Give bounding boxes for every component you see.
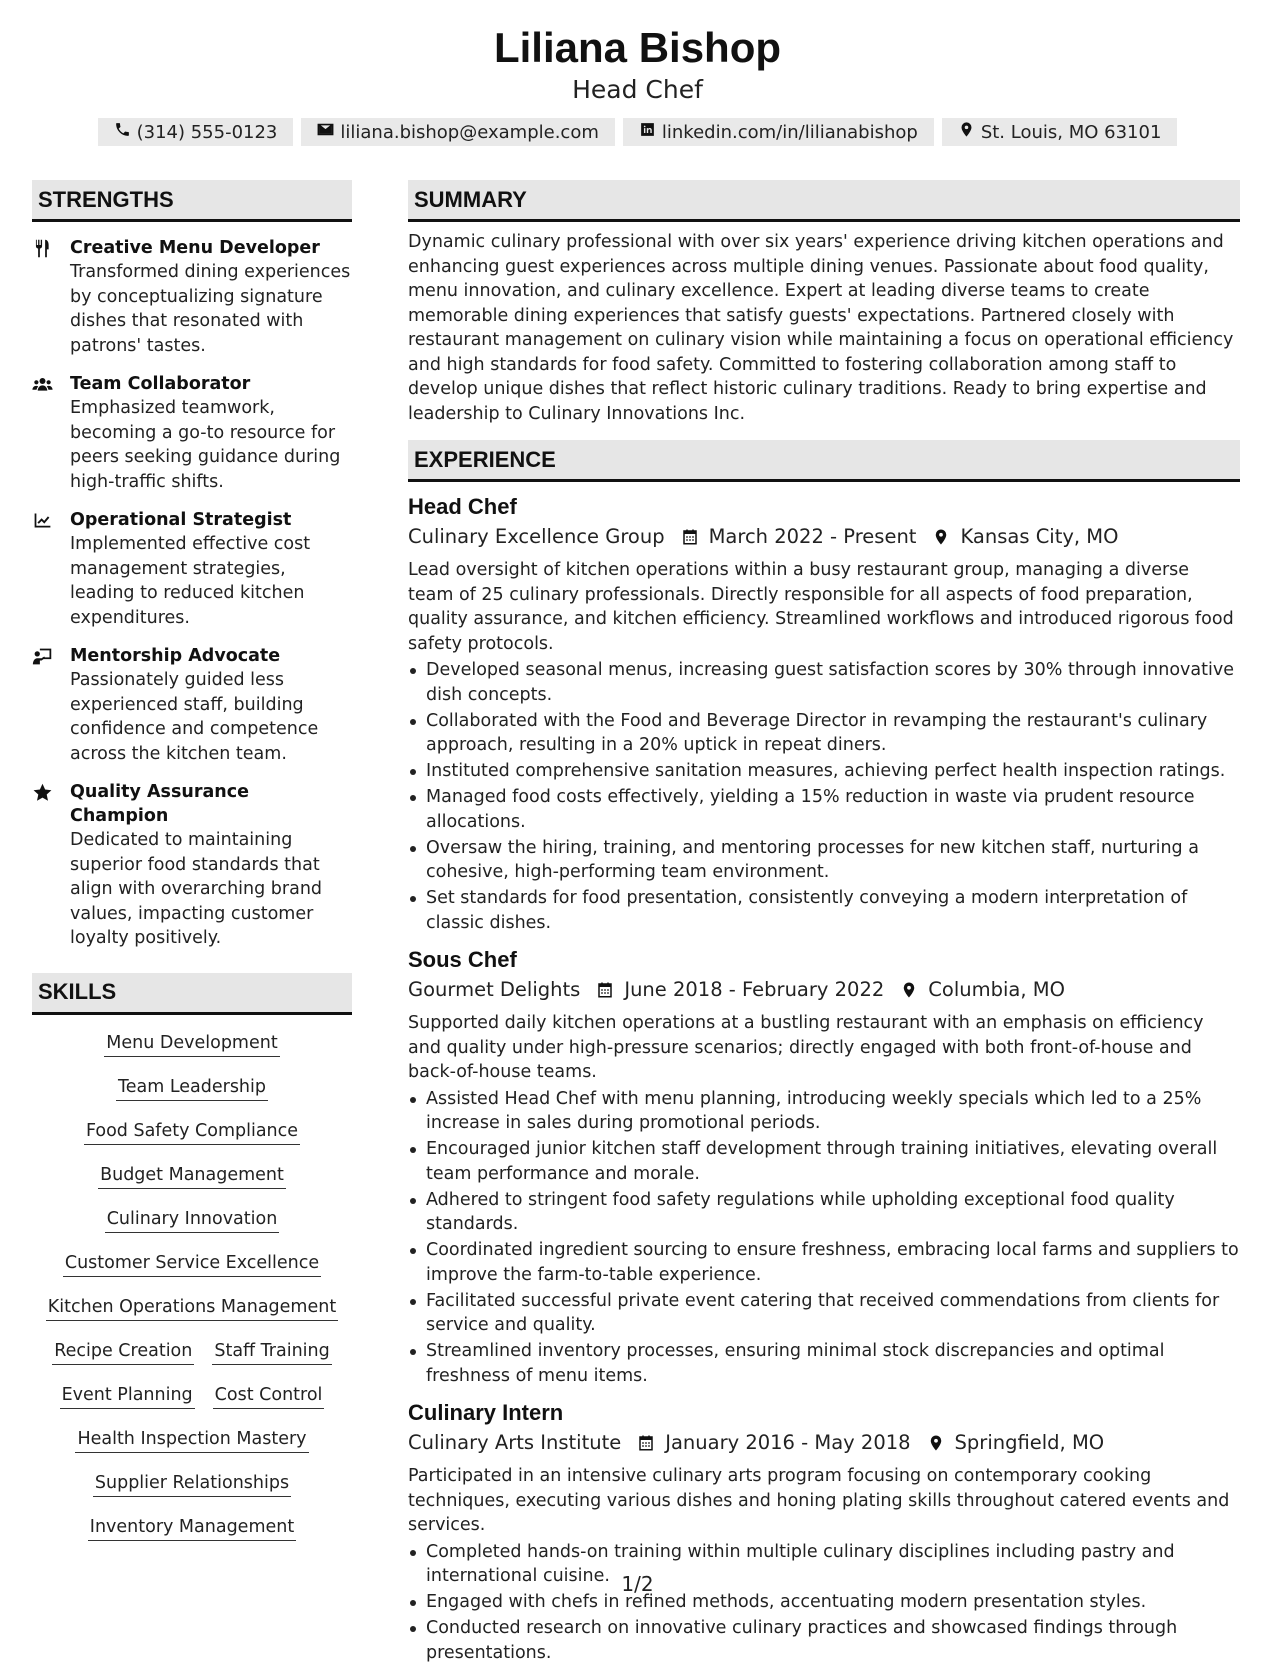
calendar-icon: [637, 1434, 655, 1452]
contact-email[interactable]: [301, 118, 615, 146]
strength-desc: Implemented effective cost management strategies, leading to reduced kitchen expenditures.: [70, 534, 311, 628]
chart-line-icon: [32, 508, 70, 630]
candidate-name: Liliana Bishop: [493, 24, 782, 71]
summary-heading: SUMMARY: [408, 180, 1240, 222]
job-company: Culinary Excellence Group: [408, 525, 665, 548]
job-company: Gourmet Delights: [408, 978, 581, 1001]
strength-item: [32, 236, 352, 358]
skill-tag: Cost Control: [213, 1383, 325, 1409]
strength-title: Creative Menu Developer: [70, 238, 320, 258]
contact-linkedin-text[interactable]: linkedin.com/in/lilianabishop: [661, 121, 918, 143]
skill-tag: Menu Development: [104, 1031, 279, 1057]
strength-title: Quality Assurance Champion: [70, 782, 249, 826]
skill-tag: Supplier Relationships: [93, 1471, 291, 1497]
strengths-heading: STRENGTHS: [32, 180, 352, 222]
job-entry: [408, 492, 1240, 935]
job-bullets: [408, 1087, 1240, 1389]
job-meta: [408, 522, 1240, 552]
job-dates: January 2016 - May 2018: [665, 1431, 911, 1454]
skill-tag: Food Safety Compliance: [84, 1119, 300, 1145]
summary-text: Dynamic culinary professional with over six years' experience driving kitchen operations and enhancing guest experiences across multiple dining venues. Passionate about food quality, menu innovation, and culinary excellence. Expert at leading diverse teams to create memorable dining experiences that satisfy guests' expectations. Partnered closely with restaurant management on culinary vision while maintaining a focus on operational efficiency and high standards for food safety. Committed to fostering collaboration among staff to develop unique dishes that reflect historic culinary traditions. Ready to bring expertise and leadership to Culinary Innovations Inc.: [408, 232, 1234, 424]
skill-tag: Health Inspection Mastery: [75, 1427, 308, 1453]
contact-phone: [98, 118, 294, 146]
skill-tag: Recipe Creation: [52, 1339, 194, 1365]
strength-desc: Passionately guided less experienced staff, building confidence and competence across the kitchen team.: [70, 670, 319, 764]
contact-location-text: St. Louis, MO 63101: [980, 121, 1162, 143]
page-number: 1/2: [621, 1572, 654, 1596]
strength-item: [32, 372, 352, 494]
phone-icon: [114, 121, 131, 143]
location-pin-icon: [900, 981, 918, 999]
strength-desc: Transformed dining experiences by conceptualizing signature dishes that resonated with patrons' tastes.: [70, 262, 351, 356]
star-icon: [32, 780, 70, 951]
job-location: Columbia, MO: [928, 978, 1065, 1001]
linkedin-icon: [639, 121, 656, 143]
skill-tag: Staff Training: [212, 1339, 331, 1365]
job-location: Springfield, MO: [954, 1431, 1105, 1454]
job-entry: [408, 1398, 1240, 1665]
list-item: Engaged with chefs in refined methods, accentuating modern presentation styles.: [408, 1590, 1240, 1615]
job-title: Head Chef: [408, 494, 517, 519]
skill-tag: Kitchen Operations Management: [46, 1295, 338, 1321]
job-location: Kansas City, MO: [960, 525, 1119, 548]
strength-title: Team Collaborator: [70, 374, 251, 394]
list-item: Developed seasonal menus, increasing guest satisfaction scores by 30% through innovative dish concepts.: [408, 658, 1240, 707]
list-item: Completed hands-on training within multiple culinary disciplines including pastry and international cuisine.: [408, 1540, 1240, 1589]
strength-item: [32, 644, 352, 766]
job-description: Participated in an intensive culinary arts program focusing on contemporary cooking techniques, executing various dishes and honing plating skills throughout catered events and services.: [408, 1466, 1230, 1535]
job-company: Culinary Arts Institute: [408, 1431, 622, 1454]
calendar-icon: [596, 981, 614, 999]
resume-header: [0, 22, 1275, 146]
right-column: [408, 180, 1240, 1667]
skills-list: [32, 1031, 352, 1559]
envelope-icon: [317, 121, 334, 143]
left-column: [32, 180, 352, 1559]
job-bullets: [408, 1540, 1240, 1666]
contact-location: [942, 118, 1178, 146]
list-item: Adhered to stringent food safety regulations while upholding exceptional food quality standards.: [408, 1188, 1240, 1237]
list-item: Conducted research on innovative culinary practices and showcased findings through presentations.: [408, 1616, 1240, 1665]
experience-heading: EXPERIENCE: [408, 440, 1240, 482]
teacher-icon: [32, 644, 70, 766]
skill-tag: Budget Management: [98, 1163, 286, 1189]
list-item: Coordinated ingredient sourcing to ensure freshness, embracing local farms and suppliers to improve the farm-to-table experience.: [408, 1238, 1240, 1287]
calendar-icon: [681, 528, 699, 546]
candidate-title: Head Chef: [572, 75, 703, 104]
skill-tag: Inventory Management: [88, 1515, 296, 1541]
strength-desc: Dedicated to maintaining superior food standards that align with overarching brand values, impacting customer loyalty positively.: [70, 830, 323, 948]
list-item: Oversaw the hiring, training, and mentoring processes for new kitchen staff, nurturing a cohesive, high-performing team environment.: [408, 836, 1240, 885]
job-dates: June 2018 - February 2022: [624, 978, 885, 1001]
location-pin-icon: [927, 1434, 945, 1452]
location-pin-icon: [932, 528, 950, 546]
list-item: Collaborated with the Food and Beverage Director in revamping the restaurant's culinary approach, resulting in a 20% uptick in repeat diners.: [408, 709, 1240, 758]
skills-heading: SKILLS: [32, 973, 352, 1015]
job-meta: [408, 975, 1240, 1005]
job-description: Lead oversight of kitchen operations within a busy restaurant group, managing a diverse team of 25 culinary professionals. Directly responsible for all aspects of food preparation, quality assurance, and kitchen efficiency. Streamlined workflows and introduced rigorous food safety protocols.: [408, 560, 1234, 654]
list-item: Managed food costs effectively, yielding a 15% reduction in waste via prudent resource allocations.: [408, 785, 1240, 834]
job-entry: [408, 945, 1240, 1388]
strength-desc: Emphasized teamwork, becoming a go-to resource for peers seeking guidance during high-traffic shifts.: [70, 398, 341, 492]
job-bullets: [408, 658, 1240, 935]
job-meta: [408, 1428, 1240, 1458]
utensils-icon: [32, 236, 70, 358]
job-title: Sous Chef: [408, 947, 517, 972]
strength-title: Operational Strategist: [70, 510, 292, 530]
job-title: Culinary Intern: [408, 1400, 564, 1425]
list-item: Facilitated successful private event catering that received commendations from clients for service and quality.: [408, 1289, 1240, 1338]
location-pin-icon: [958, 121, 975, 143]
skill-tag: Event Planning: [60, 1383, 195, 1409]
skill-tag: Customer Service Excellence: [63, 1251, 321, 1277]
list-item: Streamlined inventory processes, ensuring minimal stock discrepancies and optimal freshness of menu items.: [408, 1339, 1240, 1388]
strength-title: Mentorship Advocate: [70, 646, 281, 666]
strength-item: [32, 508, 352, 630]
contact-bar: [0, 118, 1275, 146]
job-description: Supported daily kitchen operations at a bustling restaurant with an emphasis on efficiency and quality under high-pressure scenarios; directly engaged with both front-of-house and back-of-house teams.: [408, 1013, 1204, 1082]
contact-linkedin[interactable]: [623, 118, 934, 146]
users-icon: [32, 372, 70, 494]
skill-tag: Team Leadership: [116, 1075, 268, 1101]
list-item: Set standards for food presentation, consistently conveying a modern interpretation of classic dishes.: [408, 886, 1240, 935]
list-item: Instituted comprehensive sanitation measures, achieving perfect health inspection ratings.: [408, 759, 1240, 784]
list-item: Assisted Head Chef with menu planning, introducing weekly specials which led to a 25% increase in sales during promotional periods.: [408, 1087, 1240, 1136]
job-dates: March 2022 - Present: [708, 525, 917, 548]
skill-tag: Culinary Innovation: [105, 1207, 280, 1233]
contact-phone-text: (314) 555-0123: [136, 121, 278, 143]
contact-email-text[interactable]: liliana.bishop@example.com: [340, 121, 599, 143]
list-item: Encouraged junior kitchen staff development through training initiatives, elevating overall team performance and morale.: [408, 1137, 1240, 1186]
strength-item: [32, 780, 352, 951]
